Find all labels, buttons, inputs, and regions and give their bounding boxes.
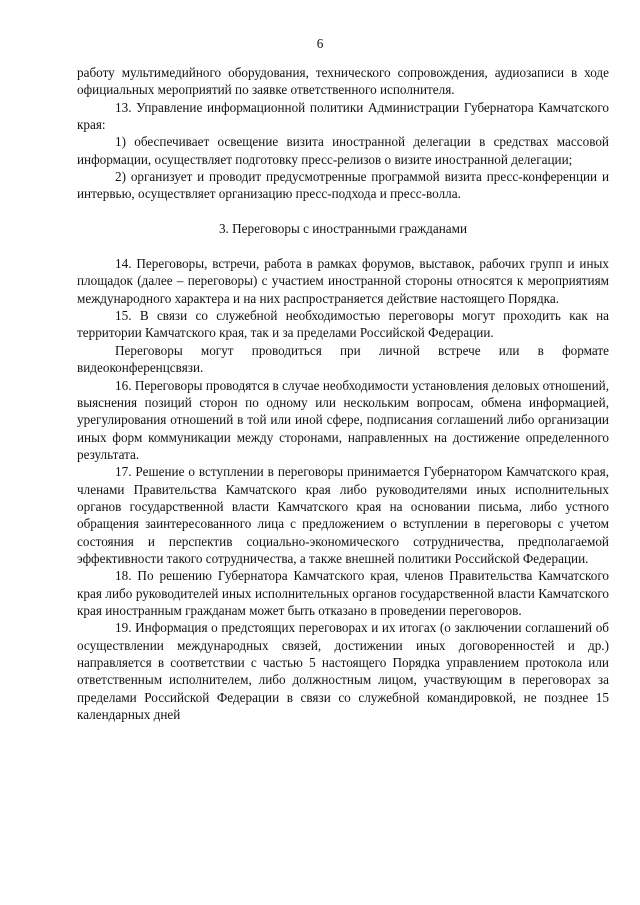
- paragraph-16: 16. Переговоры проводятся в случае необходимости установления деловых отношений, выяснения позиций сторон по одному или нескольким вопросам, обмена информацией, урегулирования отношений в той или иной сфере, подписания соглашений либо организации иных форм коммуникации между сторонами, направленных на достижение определенного результата.: [77, 377, 609, 462]
- paragraph-14: 14. Переговоры, встречи, работа в рамках форумов, выставок, рабочих групп и иных площадок (далее – переговоры) с участием иностранной стороны относятся к мероприятиям международного характера и на них распространяется действие настоящего Порядка.: [77, 256, 609, 306]
- paragraph-13: 13. Управление информационной политики Администрации Губернатора Камчатского края:: [77, 99, 609, 133]
- paragraph-15: 15. В связи со служебной необходимостью переговоры могут проходить как на территории Камчатского края, так и за пределами Российской Федерации.: [77, 308, 609, 341]
- paragraph-15-note: Переговоры могут проводиться при личной встрече или в формате видеоконференцсвязи.: [77, 342, 609, 376]
- paragraph-18: 18. По решению Губернатора Камчатского края, членов Правительства Камчатского края либо руководителей иных исполнительных органов государственной власти Камчатского края иностранным гражданам может быть отказано в проведении переговоров.: [77, 568, 609, 618]
- paragraph-continuation: работу мультимедийного оборудования, технического сопровождения, аудиозаписи в ходе официальных мероприятий по заявке ответственного исполнителя.: [77, 65, 609, 98]
- paragraph-17: 17. Решение о вступлении в переговоры принимается Губернатором Камчатского края, членами Правительства Камчатского края либо руководителями иных исполнительных органов государственной власти Камчатского края на основании письма, либо устного обращения заинтересованного лица с предложением о вступлении в переговоры с учетом состояния и перспектив социально-экономического сотрудничества, предполагаемой эффективности такого сотрудничества, а также внешней политики Российской Федерации.: [77, 464, 609, 566]
- page-number: 6: [316, 36, 324, 51]
- section-heading: 3. Переговоры с иностранными гражданами: [218, 220, 468, 236]
- paragraph-13-item-1: 1) обеспечивает освещение визита иностранной делегации в средствах массовой информации, осуществляет подготовку пресс-релизов о визите иностранной делегации;: [77, 134, 609, 167]
- document-body: [77, 64, 609, 723]
- paragraph-19: 19. Информация о предстоящих переговорах и их итогах (о заключении соглашений об осуществлении международных связей, достижении иных договоренностей и др.) направляется в соответствии с частью 5 настоящего Порядка управлением протокола или ответственным исполнителем, либо должностным лицом, участвующим в переговорах за пределами Российской Федерации в связи со служебной командировкой, не позднее 15 календарных дней: [77, 620, 609, 723]
- paragraph-13-item-2: 2) организует и проводит предусмотренные программой визита пресс-конференции и интервью, осуществляет организацию пресс-подхода и пресс-волла.: [77, 169, 609, 202]
